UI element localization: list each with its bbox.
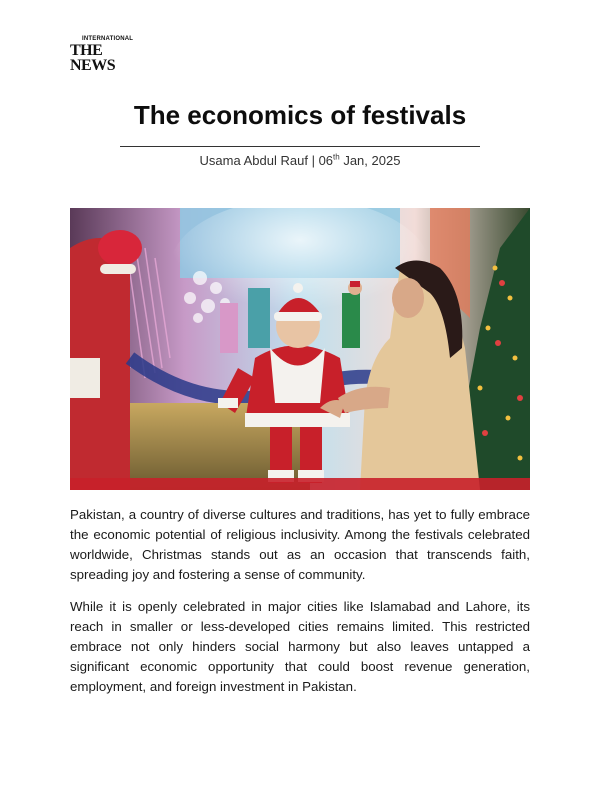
article-title: The economics of festivals: [133, 100, 467, 130]
author-name: Usama Abdul Rauf: [199, 153, 308, 168]
date-rest: Jan, 2025: [339, 153, 401, 168]
photo-illustration: [70, 208, 530, 490]
article-paragraph-2: While it is openly celebrated in major cities like Islamabad and Lahore, its reach in smaller or less-developed cities remains limited. This restricted embrace not only hinders social harmony but also leaves untapped a significant economic opportunity that could boost revenue generation, employment, and foreign investment in Pakistan.: [70, 599, 530, 694]
logo-main-text: THE NEWS: [70, 42, 116, 74]
article-photo: [70, 208, 530, 490]
newspaper-logo: [70, 36, 150, 74]
santa-statue-glove: [98, 230, 142, 266]
article-body: [70, 505, 530, 709]
date-suffix: th: [333, 152, 340, 162]
santa-statue-trim: [70, 358, 100, 398]
logo-small-text: INTERNATIONAL: [82, 36, 134, 42]
santa-statue-cuff: [100, 264, 136, 274]
article-paragraph-1: Pakistan, a country of diverse cultures and traditions, has yet to fully embrace the economic potential of religious inclusivity. Among the festivals celebrated worldwide, Christmas stands out as an occasion that transcends faith, spreading joy and fostering a sense of community.: [70, 507, 530, 582]
title-divider: [120, 146, 480, 147]
date-day: 06: [318, 153, 334, 168]
byline: [0, 152, 600, 170]
byline-separator: |: [311, 153, 319, 168]
red-floor-strip: [70, 478, 530, 490]
